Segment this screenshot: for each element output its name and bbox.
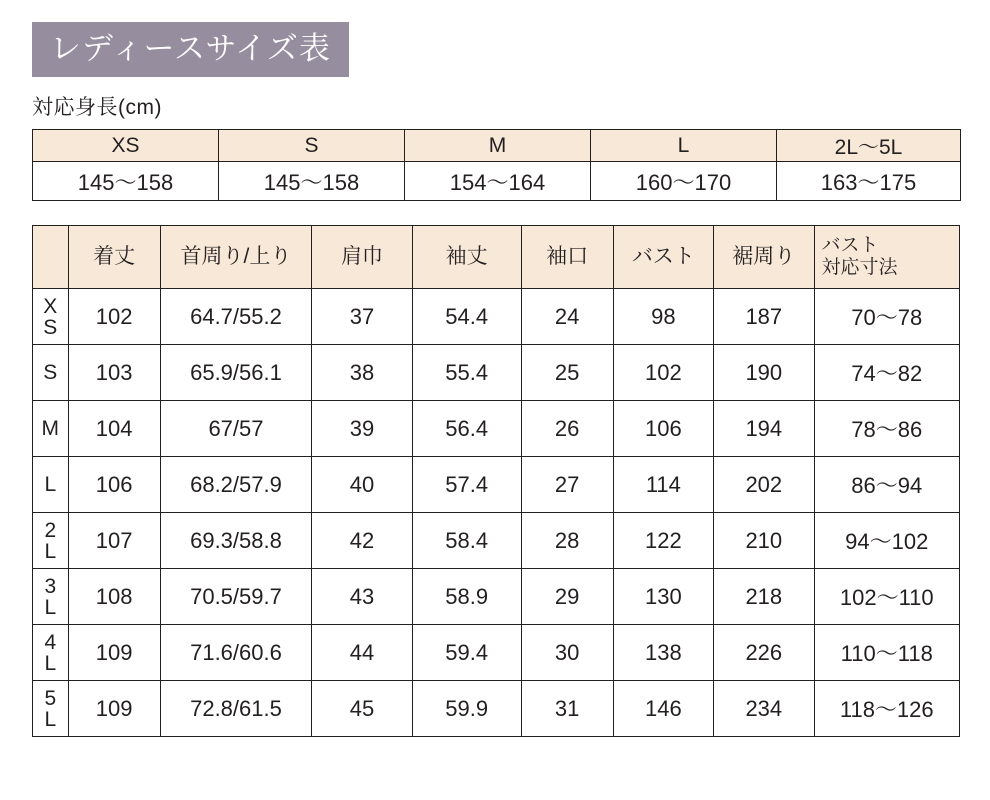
column-header-length: 着丈 <box>68 226 160 289</box>
cell-hem: 234 <box>714 681 814 737</box>
cell-shoulder: 45 <box>312 681 412 737</box>
cell-sleeve-length: 58.9 <box>412 569 521 625</box>
cell-sleeve-length: 58.4 <box>412 513 521 569</box>
measurement-corner-cell <box>33 226 69 289</box>
height-size-header: 2L〜5L <box>777 130 961 162</box>
height-table <box>32 129 961 201</box>
cell-hem: 210 <box>714 513 814 569</box>
height-size-header: M <box>405 130 591 162</box>
row-header-size <box>33 345 69 401</box>
height-table-header-row <box>33 130 961 162</box>
cell-bust-fit: 74〜82 <box>814 345 959 401</box>
height-size-header: XS <box>33 130 219 162</box>
cell-cuff: 27 <box>521 457 613 513</box>
row-size-line2: L <box>44 595 57 619</box>
column-header-shoulder: 肩巾 <box>312 226 412 289</box>
height-size-header: L <box>591 130 777 162</box>
row-size-line1: 4 <box>44 630 57 654</box>
cell-bust: 146 <box>613 681 713 737</box>
height-range-cell: 145〜158 <box>219 162 405 201</box>
row-header-size <box>33 681 69 737</box>
cell-cuff: 26 <box>521 401 613 457</box>
table-row <box>33 345 960 401</box>
table-row <box>33 457 960 513</box>
cell-bust: 106 <box>613 401 713 457</box>
table-row <box>33 289 960 345</box>
cell-sleeve-length: 57.4 <box>412 457 521 513</box>
cell-neck: 71.6/60.6 <box>160 625 312 681</box>
row-size-line1: 3 <box>44 574 57 598</box>
cell-hem: 218 <box>714 569 814 625</box>
cell-bust: 102 <box>613 345 713 401</box>
row-header-size <box>33 457 69 513</box>
cell-neck: 72.8/61.5 <box>160 681 312 737</box>
height-range-cell: 163〜175 <box>777 162 961 201</box>
row-size-line2: S <box>43 315 58 339</box>
cell-length: 107 <box>68 513 160 569</box>
cell-length: 109 <box>68 681 160 737</box>
measurement-table <box>32 225 960 737</box>
cell-neck: 67/57 <box>160 401 312 457</box>
cell-length: 104 <box>68 401 160 457</box>
cell-length: 103 <box>68 345 160 401</box>
cell-shoulder: 40 <box>312 457 412 513</box>
cell-bust: 114 <box>613 457 713 513</box>
table-row <box>33 625 960 681</box>
cell-sleeve-length: 55.4 <box>412 345 521 401</box>
column-header-bust-fit-line2: 対応寸法 <box>821 257 898 278</box>
cell-hem: 226 <box>714 625 814 681</box>
measurement-header-row <box>33 226 960 289</box>
column-header-bust: バスト <box>613 226 713 289</box>
table-row <box>33 401 960 457</box>
cell-length: 102 <box>68 289 160 345</box>
cell-shoulder: 42 <box>312 513 412 569</box>
height-range-cell: 160〜170 <box>591 162 777 201</box>
cell-sleeve-length: 56.4 <box>412 401 521 457</box>
row-header-size <box>33 513 69 569</box>
cell-shoulder: 39 <box>312 401 412 457</box>
cell-hem: 194 <box>714 401 814 457</box>
cell-hem: 190 <box>714 345 814 401</box>
row-header-size <box>33 401 69 457</box>
column-header-bust-fit <box>814 226 959 289</box>
table-row <box>33 162 961 201</box>
row-header-size <box>33 569 69 625</box>
row-size-line2: L <box>44 651 57 675</box>
cell-sleeve-length: 59.9 <box>412 681 521 737</box>
row-size-line2: L <box>44 539 57 563</box>
cell-length: 109 <box>68 625 160 681</box>
cell-cuff: 31 <box>521 681 613 737</box>
row-size-line2: L <box>44 707 57 731</box>
row-size-line1: S <box>43 361 58 384</box>
cell-length: 106 <box>68 457 160 513</box>
cell-sleeve-length: 54.4 <box>412 289 521 345</box>
cell-bust-fit: 110〜118 <box>814 625 959 681</box>
table-row <box>33 681 960 737</box>
cell-bust: 130 <box>613 569 713 625</box>
height-size-header: S <box>219 130 405 162</box>
row-size-line1: 5 <box>44 686 57 710</box>
cell-hem: 187 <box>714 289 814 345</box>
cell-bust-fit: 78〜86 <box>814 401 959 457</box>
cell-bust-fit: 102〜110 <box>814 569 959 625</box>
cell-neck: 70.5/59.7 <box>160 569 312 625</box>
row-size-line1: X <box>43 294 58 318</box>
row-header-size <box>33 625 69 681</box>
column-header-cuff: 袖口 <box>521 226 613 289</box>
cell-bust-fit: 70〜78 <box>814 289 959 345</box>
cell-cuff: 30 <box>521 625 613 681</box>
cell-cuff: 24 <box>521 289 613 345</box>
measurement-section <box>32 225 962 737</box>
column-header-hem: 裾周り <box>714 226 814 289</box>
cell-bust: 138 <box>613 625 713 681</box>
measurement-body <box>33 289 960 737</box>
cell-cuff: 28 <box>521 513 613 569</box>
cell-neck: 64.7/55.2 <box>160 289 312 345</box>
table-row <box>33 569 960 625</box>
cell-sleeve-length: 59.4 <box>412 625 521 681</box>
cell-bust-fit: 86〜94 <box>814 457 959 513</box>
row-size-line1: L <box>44 473 57 496</box>
cell-length: 108 <box>68 569 160 625</box>
cell-shoulder: 43 <box>312 569 412 625</box>
cell-cuff: 25 <box>521 345 613 401</box>
cell-neck: 65.9/56.1 <box>160 345 312 401</box>
table-row <box>33 513 960 569</box>
column-header-neck: 首周り/上り <box>160 226 312 289</box>
cell-shoulder: 38 <box>312 345 412 401</box>
height-range-cell: 154〜164 <box>405 162 591 201</box>
height-range-cell: 145〜158 <box>33 162 219 201</box>
cell-bust: 122 <box>613 513 713 569</box>
cell-bust-fit: 94〜102 <box>814 513 959 569</box>
cell-hem: 202 <box>714 457 814 513</box>
cell-bust: 98 <box>613 289 713 345</box>
column-header-bust-fit-line1: バスト <box>821 235 879 257</box>
column-header-sleeve-length: 袖丈 <box>412 226 521 289</box>
height-section-label: 対応身長(cm) <box>32 96 162 119</box>
row-header-size <box>33 289 69 345</box>
row-size-line1: 2 <box>44 518 57 542</box>
cell-cuff: 29 <box>521 569 613 625</box>
cell-neck: 69.3/58.8 <box>160 513 312 569</box>
cell-neck: 68.2/57.9 <box>160 457 312 513</box>
cell-shoulder: 37 <box>312 289 412 345</box>
cell-shoulder: 44 <box>312 625 412 681</box>
cell-bust-fit: 118〜126 <box>814 681 959 737</box>
page-title: レディースサイズ表 <box>32 22 349 77</box>
row-size-line1: M <box>41 417 60 440</box>
